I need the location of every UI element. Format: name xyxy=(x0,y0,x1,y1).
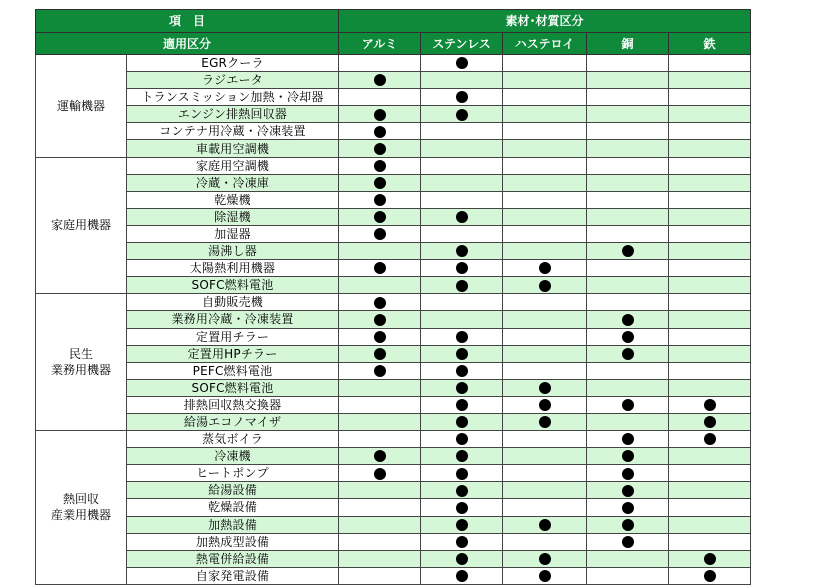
applicable-dot-icon xyxy=(704,399,716,411)
application-item-cell: 太陽熱利用機器 xyxy=(127,260,339,277)
material-mark-cell xyxy=(339,328,421,345)
table-row xyxy=(36,567,751,584)
applicable-dot-icon xyxy=(374,160,386,172)
material-mark-cell xyxy=(503,123,587,140)
applicable-dot-icon xyxy=(374,450,386,462)
material-mark-cell xyxy=(587,157,669,174)
applicable-dot-icon xyxy=(374,109,386,121)
material-mark-cell xyxy=(587,208,669,225)
material-mark-cell xyxy=(339,243,421,260)
material-mark-cell xyxy=(669,174,751,191)
applicable-dot-icon xyxy=(539,519,551,531)
material-mark-cell xyxy=(503,311,587,328)
item-header: 項 目 xyxy=(36,10,339,33)
material-header-hastelloy: ハステロイ xyxy=(503,33,587,55)
category-cell: 家庭用機器 xyxy=(36,157,127,294)
material-mark-cell xyxy=(669,413,751,430)
table-row xyxy=(36,396,751,413)
application-item-cell: 業務用冷蔵・冷凍装置 xyxy=(127,311,339,328)
table-row xyxy=(36,311,751,328)
application-item-cell: 定置用HPチラー xyxy=(127,345,339,362)
table-row xyxy=(36,277,751,294)
material-mark-cell xyxy=(669,89,751,106)
table-row xyxy=(36,123,751,140)
application-item-cell: 排熱回収熱交換器 xyxy=(127,396,339,413)
material-mark-cell xyxy=(421,533,503,550)
applicable-dot-icon xyxy=(704,553,716,565)
application-item-cell: 加湿器 xyxy=(127,225,339,242)
applicable-dot-icon xyxy=(539,280,551,292)
material-mark-cell xyxy=(669,379,751,396)
material-mark-cell xyxy=(503,413,587,430)
material-mark-cell xyxy=(587,345,669,362)
material-mark-cell xyxy=(587,191,669,208)
material-mark-cell xyxy=(421,550,503,567)
applicable-dot-icon xyxy=(456,382,468,394)
applicable-dot-icon xyxy=(374,74,386,86)
table-row xyxy=(36,362,751,379)
applicable-dot-icon xyxy=(456,468,468,480)
application-item-cell: ヒートポンプ xyxy=(127,465,339,482)
material-mark-cell xyxy=(339,345,421,362)
material-mark-cell xyxy=(339,89,421,106)
table-row xyxy=(36,294,751,311)
table-row xyxy=(36,328,751,345)
applicable-dot-icon xyxy=(622,348,634,360)
material-mark-cell xyxy=(421,191,503,208)
material-mark-cell xyxy=(669,482,751,499)
material-mark-cell xyxy=(503,567,587,584)
material-mark-cell xyxy=(421,208,503,225)
material-mark-cell xyxy=(339,482,421,499)
material-mark-cell xyxy=(587,533,669,550)
applicable-dot-icon xyxy=(622,536,634,548)
material-mark-cell xyxy=(587,294,669,311)
material-mark-cell xyxy=(421,243,503,260)
applicable-dot-icon xyxy=(374,365,386,377)
applicable-dot-icon xyxy=(456,399,468,411)
applicable-dot-icon xyxy=(622,519,634,531)
applicable-dot-icon xyxy=(622,245,634,257)
applicable-dot-icon xyxy=(456,553,468,565)
material-mark-cell xyxy=(421,362,503,379)
material-mark-cell xyxy=(503,55,587,72)
applicable-dot-icon xyxy=(539,416,551,428)
material-mark-cell xyxy=(421,396,503,413)
material-mark-cell xyxy=(587,431,669,448)
material-mark-cell xyxy=(503,379,587,396)
material-mark-cell xyxy=(421,140,503,157)
material-mark-cell xyxy=(587,499,669,516)
application-item-cell: 冷凍機 xyxy=(127,448,339,465)
table-row xyxy=(36,260,751,277)
material-mark-cell xyxy=(421,55,503,72)
material-mark-cell xyxy=(669,311,751,328)
application-item-cell: 湯沸し器 xyxy=(127,243,339,260)
material-mark-cell xyxy=(503,174,587,191)
application-item-cell: 加熱成型設備 xyxy=(127,533,339,550)
table-body xyxy=(36,55,751,585)
material-mark-cell xyxy=(339,191,421,208)
table-row xyxy=(36,157,751,174)
applicable-dot-icon xyxy=(374,194,386,206)
material-mark-cell xyxy=(587,174,669,191)
material-mark-cell xyxy=(503,191,587,208)
applicable-dot-icon xyxy=(374,211,386,223)
material-mark-cell xyxy=(669,396,751,413)
table-row xyxy=(36,208,751,225)
application-item-cell: 熱電併給設備 xyxy=(127,550,339,567)
material-mark-cell xyxy=(669,225,751,242)
material-mark-cell xyxy=(503,362,587,379)
material-mark-cell xyxy=(339,157,421,174)
material-mark-cell xyxy=(587,243,669,260)
material-mark-cell xyxy=(669,362,751,379)
material-mark-cell xyxy=(421,413,503,430)
material-mark-cell xyxy=(669,345,751,362)
use-category-header: 適用区分 xyxy=(36,33,339,55)
category-cell: 運輸機器 xyxy=(36,55,127,158)
material-mark-cell xyxy=(587,516,669,533)
applicable-dot-icon xyxy=(456,519,468,531)
material-mark-cell xyxy=(421,448,503,465)
table-row xyxy=(36,499,751,516)
material-mark-cell xyxy=(669,157,751,174)
material-mark-cell xyxy=(587,482,669,499)
material-mark-cell xyxy=(587,379,669,396)
applicable-dot-icon xyxy=(456,109,468,121)
material-mark-cell xyxy=(587,140,669,157)
table-row xyxy=(36,106,751,123)
material-mark-cell xyxy=(669,431,751,448)
material-mark-cell xyxy=(587,72,669,89)
material-header-iron: 鉄 xyxy=(669,33,751,55)
material-mark-cell xyxy=(339,448,421,465)
material-mark-cell xyxy=(669,277,751,294)
material-mark-cell xyxy=(339,294,421,311)
material-mark-cell xyxy=(503,396,587,413)
table-row xyxy=(36,345,751,362)
applicable-dot-icon xyxy=(539,382,551,394)
material-mark-cell xyxy=(503,208,587,225)
material-mark-cell xyxy=(503,550,587,567)
material-mark-cell xyxy=(339,362,421,379)
material-mark-cell xyxy=(669,191,751,208)
application-item-cell: 自家発電設備 xyxy=(127,567,339,584)
application-item-cell: 定置用チラー xyxy=(127,328,339,345)
material-mark-cell xyxy=(339,550,421,567)
material-mark-cell xyxy=(503,140,587,157)
material-mark-cell xyxy=(669,567,751,584)
application-item-cell: 冷蔵・冷凍庫 xyxy=(127,174,339,191)
material-mark-cell xyxy=(421,482,503,499)
material-mark-cell xyxy=(669,260,751,277)
material-mark-cell xyxy=(339,260,421,277)
table-row xyxy=(36,465,751,482)
applicable-dot-icon xyxy=(456,280,468,292)
material-mark-cell xyxy=(669,208,751,225)
material-mark-cell xyxy=(421,345,503,362)
material-mark-cell xyxy=(587,106,669,123)
application-item-cell: 乾燥設備 xyxy=(127,499,339,516)
material-mark-cell xyxy=(339,208,421,225)
applicable-dot-icon xyxy=(456,91,468,103)
applicable-dot-icon xyxy=(456,245,468,257)
application-item-cell: コンテナ用冷蔵・冷凍装置 xyxy=(127,123,339,140)
material-mark-cell xyxy=(587,277,669,294)
material-mark-cell xyxy=(339,431,421,448)
material-mark-cell xyxy=(587,413,669,430)
material-mark-cell xyxy=(421,260,503,277)
table-row xyxy=(36,72,751,89)
applicable-dot-icon xyxy=(622,331,634,343)
table-row xyxy=(36,89,751,106)
applicable-dot-icon xyxy=(622,399,634,411)
material-mark-cell xyxy=(669,243,751,260)
applicable-dot-icon xyxy=(456,485,468,497)
material-mark-cell xyxy=(503,516,587,533)
material-mark-cell xyxy=(421,123,503,140)
table-row xyxy=(36,225,751,242)
material-mark-cell xyxy=(503,328,587,345)
table-row xyxy=(36,174,751,191)
material-mark-cell xyxy=(421,225,503,242)
material-header-stainless: ステンレス xyxy=(421,33,503,55)
applicable-dot-icon xyxy=(374,262,386,274)
applicable-dot-icon xyxy=(539,553,551,565)
material-mark-cell xyxy=(503,225,587,242)
material-mark-cell xyxy=(339,72,421,89)
material-mark-cell xyxy=(587,311,669,328)
applicable-dot-icon xyxy=(704,416,716,428)
material-mark-cell xyxy=(587,362,669,379)
material-mark-cell xyxy=(587,123,669,140)
material-mark-cell xyxy=(421,465,503,482)
applicable-dot-icon xyxy=(456,536,468,548)
application-item-cell: エンジン排熱回収器 xyxy=(127,106,339,123)
material-mark-cell xyxy=(421,294,503,311)
table-row xyxy=(36,55,751,72)
applicable-dot-icon xyxy=(374,348,386,360)
applicable-dot-icon xyxy=(622,502,634,514)
material-mark-cell xyxy=(339,533,421,550)
application-item-cell: 給湯設備 xyxy=(127,482,339,499)
material-mark-cell xyxy=(339,55,421,72)
material-mark-cell xyxy=(339,499,421,516)
material-mark-cell xyxy=(339,413,421,430)
material-mark-cell xyxy=(421,311,503,328)
application-item-cell: 乾燥機 xyxy=(127,191,339,208)
material-mark-cell xyxy=(587,465,669,482)
table-row xyxy=(36,379,751,396)
applicable-dot-icon xyxy=(539,262,551,274)
application-item-cell: 車載用空調機 xyxy=(127,140,339,157)
applicable-dot-icon xyxy=(374,228,386,240)
table-row xyxy=(36,533,751,550)
material-mark-cell xyxy=(587,55,669,72)
material-mark-cell xyxy=(421,431,503,448)
material-mark-cell xyxy=(503,345,587,362)
material-mark-cell xyxy=(421,328,503,345)
category-cell: 民生 業務用機器 xyxy=(36,294,127,431)
material-mark-cell xyxy=(503,533,587,550)
application-item-cell: 自動販売機 xyxy=(127,294,339,311)
material-mark-cell xyxy=(587,448,669,465)
applicable-dot-icon xyxy=(456,331,468,343)
applicable-dot-icon xyxy=(622,485,634,497)
material-header-aluminum: アルミ xyxy=(339,33,421,55)
material-mark-cell xyxy=(339,106,421,123)
applicable-dot-icon xyxy=(374,177,386,189)
table-row xyxy=(36,448,751,465)
material-mark-cell xyxy=(421,516,503,533)
material-mark-cell xyxy=(503,499,587,516)
material-mark-cell xyxy=(669,294,751,311)
category-cell: 熱回収 産業用機器 xyxy=(36,431,127,585)
application-item-cell: SOFC燃料電池 xyxy=(127,277,339,294)
table-row xyxy=(36,516,751,533)
application-item-cell: 除湿機 xyxy=(127,208,339,225)
applicable-dot-icon xyxy=(622,468,634,480)
material-mark-cell xyxy=(421,89,503,106)
material-mark-cell xyxy=(669,533,751,550)
material-mark-cell xyxy=(339,396,421,413)
material-mark-cell xyxy=(339,311,421,328)
material-header-copper: 銅 xyxy=(587,33,669,55)
applicable-dot-icon xyxy=(374,468,386,480)
application-item-cell: PEFC燃料電池 xyxy=(127,362,339,379)
material-mark-cell xyxy=(587,225,669,242)
material-mark-cell xyxy=(587,567,669,584)
application-item-cell: 給湯エコノマイザ xyxy=(127,413,339,430)
application-item-cell: ラジエータ xyxy=(127,72,339,89)
material-mark-cell xyxy=(587,328,669,345)
applicable-dot-icon xyxy=(456,502,468,514)
material-mark-cell xyxy=(421,499,503,516)
material-mark-cell xyxy=(421,174,503,191)
applicable-dot-icon xyxy=(622,314,634,326)
table-row xyxy=(36,413,751,430)
material-mark-cell xyxy=(503,277,587,294)
applicable-dot-icon xyxy=(374,314,386,326)
material-mark-cell xyxy=(421,379,503,396)
material-mark-cell xyxy=(339,465,421,482)
material-mark-cell xyxy=(503,72,587,89)
material-mark-cell xyxy=(339,140,421,157)
material-mark-cell xyxy=(421,157,503,174)
applicable-dot-icon xyxy=(456,57,468,69)
table-row xyxy=(36,431,751,448)
material-mark-cell xyxy=(669,55,751,72)
applicable-dot-icon xyxy=(456,450,468,462)
application-item-cell: 家庭用空調機 xyxy=(127,157,339,174)
material-mark-cell xyxy=(669,123,751,140)
material-mark-cell xyxy=(503,431,587,448)
applicable-dot-icon xyxy=(456,570,468,582)
material-mark-cell xyxy=(669,550,751,567)
application-item-cell: トランスミッション加熱・冷却器 xyxy=(127,89,339,106)
material-mark-cell xyxy=(339,225,421,242)
applicable-dot-icon xyxy=(622,450,634,462)
material-mark-cell xyxy=(339,123,421,140)
applicable-dot-icon xyxy=(456,365,468,377)
application-item-cell: SOFC燃料電池 xyxy=(127,379,339,396)
applicable-dot-icon xyxy=(456,416,468,428)
material-mark-cell xyxy=(503,465,587,482)
table-row xyxy=(36,140,751,157)
applicable-dot-icon xyxy=(456,262,468,274)
material-mark-cell xyxy=(669,72,751,89)
material-mark-cell xyxy=(587,550,669,567)
applicable-dot-icon xyxy=(374,143,386,155)
material-mark-cell xyxy=(421,567,503,584)
material-mark-cell xyxy=(339,174,421,191)
material-mark-cell xyxy=(421,106,503,123)
material-mark-cell xyxy=(339,516,421,533)
material-mark-cell xyxy=(587,260,669,277)
applicable-dot-icon xyxy=(456,348,468,360)
material-mark-cell xyxy=(503,260,587,277)
material-mark-cell xyxy=(503,482,587,499)
applicable-dot-icon xyxy=(374,297,386,309)
material-mark-cell xyxy=(669,448,751,465)
applicable-dot-icon xyxy=(456,211,468,223)
applicable-dot-icon xyxy=(539,399,551,411)
applicable-dot-icon xyxy=(622,433,634,445)
material-mark-cell xyxy=(503,448,587,465)
table-row xyxy=(36,482,751,499)
material-mark-cell xyxy=(503,243,587,260)
material-mark-cell xyxy=(669,140,751,157)
material-mark-cell xyxy=(587,396,669,413)
material-application-table xyxy=(35,9,751,585)
application-item-cell: 加熱設備 xyxy=(127,516,339,533)
applicable-dot-icon xyxy=(374,331,386,343)
material-mark-cell xyxy=(503,106,587,123)
material-mark-cell xyxy=(669,516,751,533)
applicable-dot-icon xyxy=(704,570,716,582)
material-mark-cell xyxy=(339,379,421,396)
applicable-dot-icon xyxy=(539,570,551,582)
material-mark-cell xyxy=(587,89,669,106)
material-mark-cell xyxy=(669,465,751,482)
material-category-header: 素材･材質区分 xyxy=(339,10,751,33)
material-table-sheet xyxy=(35,9,751,585)
material-mark-cell xyxy=(669,328,751,345)
material-mark-cell xyxy=(503,89,587,106)
table-row xyxy=(36,550,751,567)
material-mark-cell xyxy=(421,72,503,89)
application-item-cell: EGRクーラ xyxy=(127,55,339,72)
material-mark-cell xyxy=(503,294,587,311)
material-mark-cell xyxy=(503,157,587,174)
applicable-dot-icon xyxy=(456,433,468,445)
material-mark-cell xyxy=(669,499,751,516)
application-item-cell: 蒸気ボイラ xyxy=(127,431,339,448)
table-row xyxy=(36,191,751,208)
material-mark-cell xyxy=(339,567,421,584)
table-row xyxy=(36,243,751,260)
material-mark-cell xyxy=(339,277,421,294)
material-mark-cell xyxy=(421,277,503,294)
applicable-dot-icon xyxy=(704,433,716,445)
applicable-dot-icon xyxy=(374,126,386,138)
material-mark-cell xyxy=(669,106,751,123)
